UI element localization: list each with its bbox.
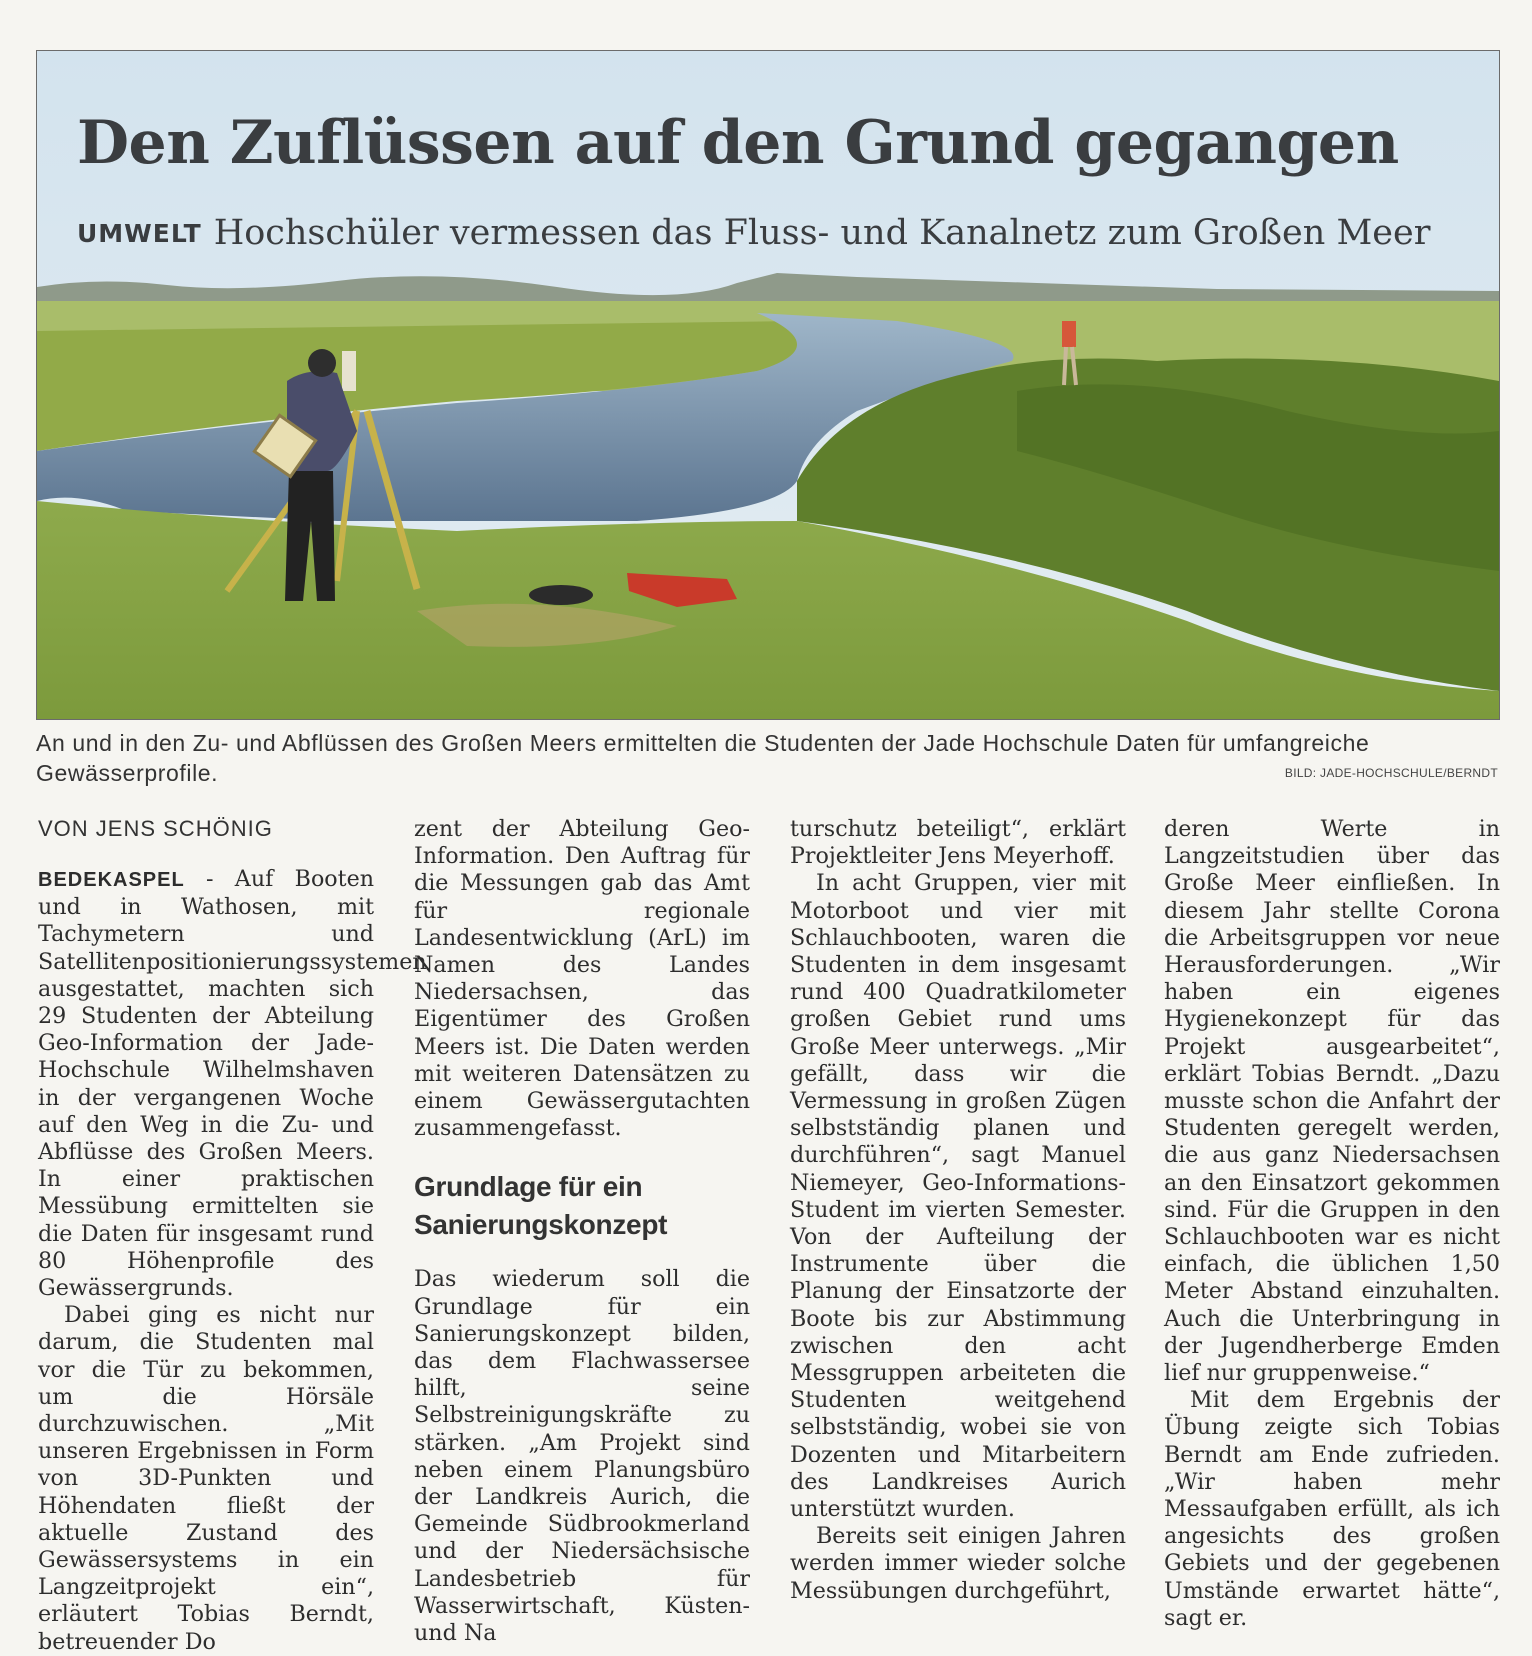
- col3-paragraph-2: In acht Gruppen, vier mit Motorboot und vier mit Schlauchbooten, waren die Studenten in dem insgesamt rund 400 Quadratkilometer großen Gebiet rund ums Große Meer unterwegs. „Mir gefällt, dass wir die Vermessung in großen Zügen selbstständig planen und durchführen“, sagt Manuel Niemeyer, Geo-Informations-Student im vierten Semester. Von der Aufteilung der Instrumente über die Planung der Einsatzorte der Boote bis zur Abstimmung zwischen den acht Messgruppen arbeiteten die Studenten weitgehend selbstständig, wobei sie von Dozenten und Mitarbeitern des Landkreises Aurich unterstützt wurden.: [790, 870, 1126, 1523]
- article-column-2: [414, 816, 750, 1647]
- col3-paragraph-3: Bereits seit einigen Jahren werden immer wieder solche Messübungen durchgeführt,: [790, 1523, 1126, 1604]
- article-column-1: [38, 816, 427, 1656]
- col4-paragraph-2: Mit dem Ergebnis der Übung zeigte sich Tobias Berndt am Ende zufrieden. „Wir haben mehr Messaufgaben erfüllt, als ich angesichts des großen Gebiets und der gegebenen Umstände erwartet hätte“, sagt er.: [1164, 1387, 1500, 1631]
- subheadline-text: Hochschüler vermessen das Fluss- und Kanalnetz zum Großen Meer: [213, 213, 1431, 253]
- headline: Den Zuflüssen auf den Grund gegangen: [77, 108, 1399, 178]
- author-byline: VON JENS SCHÖNIG: [38, 816, 273, 841]
- rubric-label: UMWELT: [77, 219, 202, 248]
- photo-credit: BILD: JADE-HOCHSCHULE/BERNDT: [1284, 766, 1498, 780]
- col4-paragraph-1: deren Werte in Langzeitstudien über das Große Meer einfließen. In diesem Jahr stellte Corona die Arbeitsgruppen vor neue Herausforderungen. „Wir haben ein eigenes Hygienekonzept für das Projekt ausgearbeitet“, erklärt Tobias Berndt. „Dazu musste schon die Anfahrt der Studenten geregelt werden, die aus ganz Niedersachsen an den Einsatzort gekommen sind. Für die Gruppen in den Schlauchbooten war es nicht einfach, die üblichen 1,50 Meter Abstand einzuhalten. Auch die Unterbringung in der Jugendherberge Emden lief nur gruppenweise.“: [1164, 816, 1500, 1387]
- col2-paragraph-2: Das wiederum soll die Grundlage für ein Sanierungskonzept bilden, das dem Flachwassersee hilft, seine Selbstreinigungskräfte zu stärken. „Am Projekt sind neben einem Planungsbüro der Landkreis Aurich, die Gemeinde Südbrookmerland und der Niedersächsische Landesbetrieb für Wasserwirtschaft, Küsten- und Na: [414, 1266, 750, 1647]
- article-column-3: [790, 816, 1126, 1605]
- col3-paragraph-1: turschutz beteiligt“, erklärt Projektleiter Jens Meyerhoff.: [790, 816, 1126, 870]
- hero-photo: [36, 50, 1500, 720]
- col2-paragraph-1: zent der Abteilung Geo-Information. Den Auftrag für die Messungen gab das Amt für regionale Landesentwicklung (ArL) im Namen des Landes Niedersachsen, das Eigentümer des Großen Meers ist. Die Daten werden mit weiteren Datensätzen zu einem Gewässergutachten zusammengefasst.: [414, 816, 750, 1142]
- photo-caption: An und in den Zu- und Abflüssen des Großen Meers ermittelten die Studenten der Jade Hochschule Daten für umfangreiche Gewässerprofile.: [36, 730, 1370, 786]
- paragraph-2: Dabei ging es nicht nur darum, die Studenten mal vor die Tür zu bekommen, um die Hörsäle durchzuwischen. „Mit unseren Ergebnissen in Form von 3D-Punkten und Höhendaten fließt der aktuelle Zustand des Gewässersystems in ein Langzeitprojekt ein“, erläutert Tobias Berndt, betreuender Do: [38, 1302, 374, 1655]
- subheadline: [77, 211, 1430, 256]
- section-subhead: Grundlage für ein Sanierungskonzept: [414, 1171, 668, 1241]
- intro-text: - Auf Booten und in Wathosen, mit Tachymetern und Satellitenpositionierungssystemen ausgestattet, machten sich 29 Studenten der Abteilung Geo-Information der Jade-Hochschule Wilhelmshaven in der vergangenen Woche auf den Weg in die Zu- und Abflüsse des Großen Meers. In einer praktischen Messübung ermittelten sie die Daten für insgesamt rund 80 Höhenprofile des Gewässergrunds.: [38, 866, 427, 1302]
- article-column-4: [1164, 816, 1500, 1632]
- intro-paragraph: [38, 866, 427, 1302]
- dateline: BEDEKASPEL: [38, 869, 185, 891]
